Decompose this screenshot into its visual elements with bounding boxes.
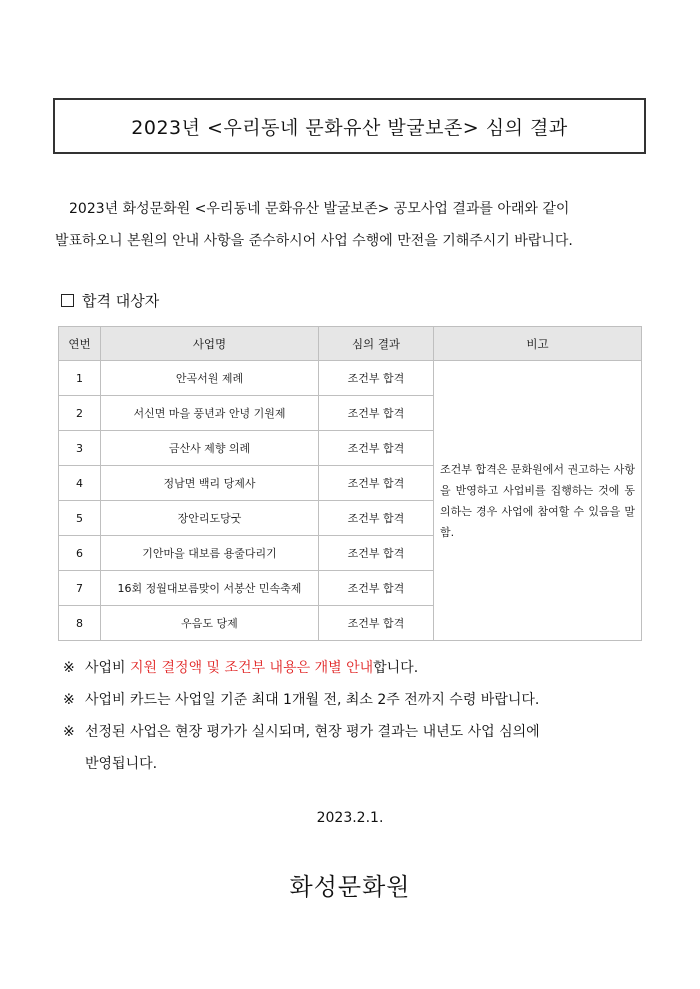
row-result: 조건부 합격 xyxy=(319,571,434,606)
row-no: 3 xyxy=(59,431,101,466)
notice-item xyxy=(63,716,663,748)
row-no: 2 xyxy=(59,396,101,431)
row-result: 조건부 합격 xyxy=(319,536,434,571)
header-project-name: 사업명 xyxy=(101,327,319,361)
intro-line-1: 2023년 화성문화원 <우리동네 문화유산 발굴보존> 공모사업 결과를 아래와 같이 xyxy=(69,201,570,217)
row-project-name: 안곡서원 제례 xyxy=(101,361,319,396)
notice-item xyxy=(63,684,663,716)
row-no: 1 xyxy=(59,361,101,396)
row-result: 조건부 합격 xyxy=(319,501,434,536)
row-no: 7 xyxy=(59,571,101,606)
row-project-name: 우음도 당제 xyxy=(101,606,319,641)
intro-line-2: 발표하오니 본원의 안내 사항을 준수하시어 사업 수행에 만전을 기해주시기 바랍니다. xyxy=(55,233,573,249)
row-project-name: 기안마을 대보름 용줄다리기 xyxy=(101,536,319,571)
notice-3-text-line-1: 선정된 사업은 현장 평가가 실시되며, 현장 평가 결과는 내년도 사업 심의에 xyxy=(85,724,540,740)
notice-3-text-line-2: 반영됩니다. xyxy=(85,756,158,772)
row-project-name: 금산사 제향 의례 xyxy=(101,431,319,466)
row-result: 조건부 합격 xyxy=(319,396,434,431)
notice-list xyxy=(63,652,663,780)
row-result: 조건부 합격 xyxy=(319,466,434,501)
square-box-icon xyxy=(61,294,74,307)
row-project-name: 장안리도당굿 xyxy=(101,501,319,536)
row-project-name: 정남면 백리 당제사 xyxy=(101,466,319,501)
row-result: 조건부 합격 xyxy=(319,431,434,466)
row-no: 6 xyxy=(59,536,101,571)
document-title-box xyxy=(53,98,646,154)
header-remarks: 비고 xyxy=(434,327,642,361)
section-heading xyxy=(61,290,159,311)
notice-1-highlight: 지원 결정액 및 조건부 내용은 개별 안내 xyxy=(130,660,374,676)
document-title: 2023년 <우리동네 문화유산 발굴보존> 심의 결과 xyxy=(131,116,568,139)
issue-date: 2023.2.1. xyxy=(316,810,384,826)
row-no: 4 xyxy=(59,466,101,501)
notice-text xyxy=(85,652,418,684)
notice-item xyxy=(63,652,663,684)
organization-name: 화성문화원 xyxy=(289,873,411,901)
results-table xyxy=(58,326,642,641)
row-project-name: 16회 정월대보름맞이 서봉산 민속축제 xyxy=(101,571,319,606)
row-project-name: 서신면 마을 풍년과 안녕 기원제 xyxy=(101,396,319,431)
table-header-row xyxy=(59,327,642,361)
header-no: 연번 xyxy=(59,327,101,361)
reference-mark: ※ xyxy=(63,692,75,708)
notice-2-text: 사업비 카드는 사업일 기준 최대 1개월 전, 최소 2주 전까지 수령 바랍니다. xyxy=(85,692,540,708)
notice-1-suffix: 합니다. xyxy=(373,660,419,676)
row-no: 5 xyxy=(59,501,101,536)
row-result: 조건부 합격 xyxy=(319,361,434,396)
section-heading-label: 합격 대상자 xyxy=(82,292,160,310)
row-no: 8 xyxy=(59,606,101,641)
reference-mark: ※ xyxy=(63,724,75,740)
reference-mark: ※ xyxy=(63,660,75,676)
notice-1-prefix: 사업비 xyxy=(85,660,131,676)
remarks-note: 조건부 합격은 문화원에서 권고하는 사항을 반영하고 사업비를 집행하는 것에 동의하는 경우 사업에 참여할 수 있음을 말함. xyxy=(434,361,642,641)
header-result: 심의 결과 xyxy=(319,327,434,361)
row-result: 조건부 합격 xyxy=(319,606,434,641)
table-row xyxy=(59,361,642,396)
intro-paragraph xyxy=(55,193,655,257)
